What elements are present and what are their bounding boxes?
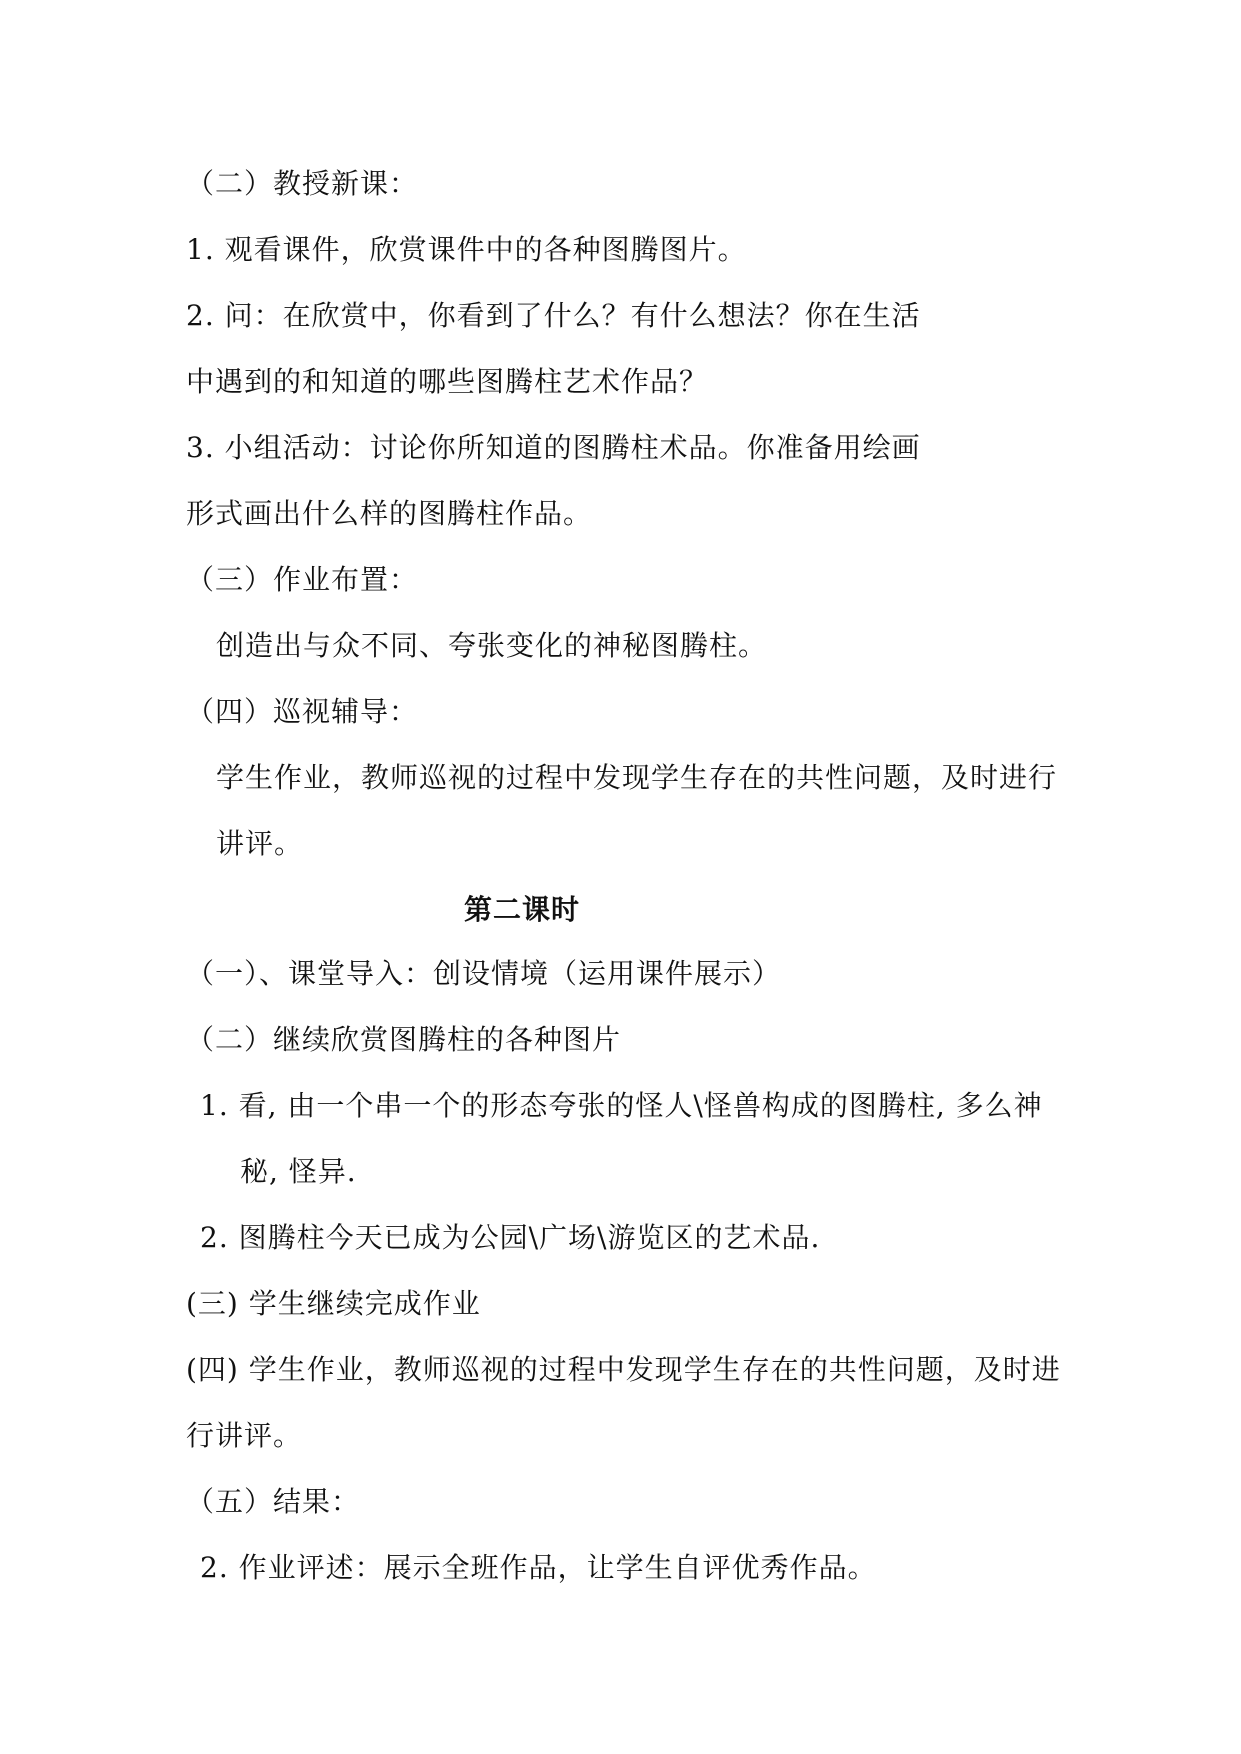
list-item-look: 1. 看, 由一个串一个的形态夸张的怪人\怪兽构成的图腾柱, 多么神 [200,1089,1043,1122]
page-title-second-lesson: 第二课时 [464,893,581,926]
section-heading-intro: （一）、课堂导入：创设情境（运用课件展示） [186,957,782,990]
paragraph-homework: 创造出与众不同、夸张变化的神秘图腾柱。 [216,629,768,662]
paragraph-tour: 学生作业，教师巡视的过程中发现学生存在的共性问题，及时进行 [216,761,1058,794]
list-item-2-cont: 中遇到的和知道的哪些图腾柱艺术作品？ [186,365,709,398]
paragraph-tour-cont: 讲评。 [216,827,304,860]
section-heading-result: （五）结果： [186,1485,361,1518]
section-heading-teach-new: （二）教授新课： [186,167,419,200]
list-item-look-cont: 秘, 怪异. [240,1155,357,1188]
list-item-evaluation: 2. 作业评述：展示全班作品，让学生自评优秀作品。 [200,1551,877,1584]
paragraph-student-work-cont: 行讲评。 [186,1419,303,1452]
list-item-3-cont: 形式画出什么样的图腾柱作品。 [186,497,593,530]
list-item-2: 2. 问：在欣赏中，你看到了什么？有什么想法？你在生活 [186,299,921,332]
section-heading-continue-appreciate: （二）继续欣赏图腾柱的各种图片 [186,1023,622,1056]
section-heading-homework: （三）作业布置： [186,563,419,596]
section-heading-tour: （四）巡视辅导： [186,695,419,728]
section-heading-continue-homework: (三) 学生继续完成作业 [186,1287,481,1320]
list-item-totem-today: 2. 图腾柱今天已成为公园\广场\游览区的艺术品. [200,1221,821,1254]
paragraph-student-work: (四) 学生作业，教师巡视的过程中发现学生存在的共性问题，及时进 [186,1353,1061,1386]
list-item-3: 3. 小组活动：讨论你所知道的图腾柱术品。你准备用绘画 [186,431,921,464]
list-item-1: 1. 观看课件，欣赏课件中的各种图腾图片。 [186,233,747,266]
